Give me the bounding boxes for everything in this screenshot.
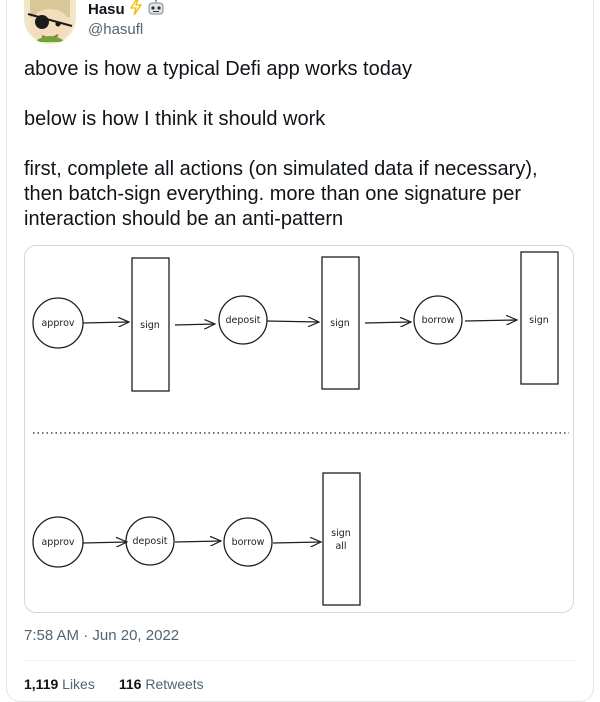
arrow (175, 541, 221, 542)
author-row (88, 0, 165, 18)
tweet-timestamp[interactable] (24, 627, 179, 644)
arrow (273, 542, 321, 543)
label-borrow-top: borrow (421, 315, 455, 326)
arrow (83, 322, 129, 323)
diagram-image[interactable] (24, 245, 574, 613)
time: 7:58 AM (24, 627, 80, 644)
likes-stat[interactable] (24, 676, 95, 692)
lightning-icon (129, 0, 143, 20)
retweets-label: Retweets (145, 676, 204, 692)
label-sign-all-2: all (335, 541, 347, 552)
sign-all-box (323, 473, 360, 605)
retweets-stat[interactable] (119, 676, 204, 692)
tweet-text (24, 57, 576, 232)
tweet-line-1: above is how a typical Defi app works today (24, 58, 412, 80)
likes-label: Likes (62, 676, 95, 692)
date: Jun 20, 2022 (92, 627, 180, 644)
label-deposit-bottom: deposit (132, 536, 168, 547)
likes-count: 1,119 (24, 676, 59, 692)
arrow (365, 322, 411, 323)
engagement-stats (24, 676, 204, 692)
label-approv-bottom: approv (41, 537, 75, 548)
retweets-count: 116 (118, 676, 142, 692)
arrow (83, 542, 127, 543)
flow-diagram (25, 246, 573, 612)
divider (24, 660, 576, 661)
tweet-line-2: below is how I think it should work (24, 108, 326, 130)
arrow (465, 320, 517, 321)
arrow (267, 321, 319, 322)
user-handle[interactable]: @hasufl (88, 21, 144, 38)
robot-icon (147, 0, 165, 20)
label-borrow-bottom: borrow (231, 537, 265, 548)
label-sign-3: sign (529, 315, 549, 326)
label-deposit-top: deposit (225, 315, 261, 326)
label-sign-1: sign (140, 320, 160, 331)
tweet-line-3: first, complete all actions (on simulated data if necessary), then batch-sign everything. more than one signature per interaction should be an anti-pattern (24, 158, 538, 230)
label-sign-2: sign (330, 318, 350, 329)
display-name[interactable]: Hasu (88, 0, 125, 18)
label-sign-all-1: sign (331, 528, 351, 539)
arrow (175, 324, 215, 325)
separator-dot: · (83, 627, 89, 644)
label-approv-top: approv (41, 318, 75, 329)
